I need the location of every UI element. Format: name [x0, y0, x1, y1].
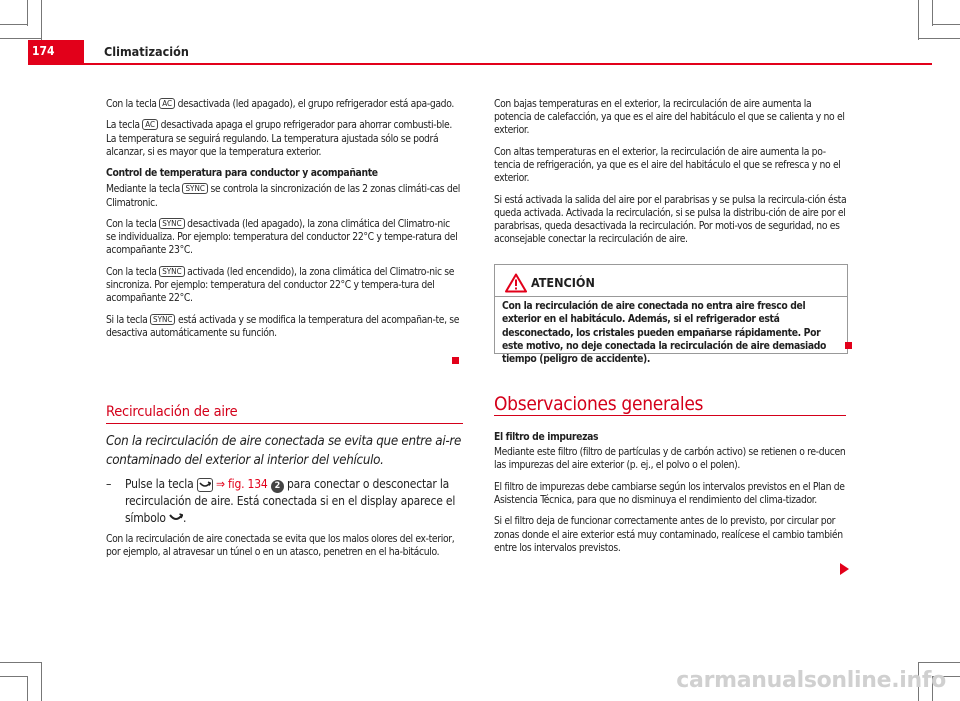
section-end-mark — [452, 357, 459, 364]
header-rule — [28, 63, 932, 65]
ac-key: AC — [142, 119, 158, 130]
recirculation-icon — [199, 479, 211, 489]
figure-reference[interactable]: ⇒ fig. 134 — [212, 477, 271, 491]
note-paragraph: Con la recirculación de aire conectada se evita que los malos olores del ex-terior, por ejemplo, al atravesar un túnel o en un atasco, penetren en el ha-bitáculo. — [106, 533, 455, 559]
left-column — [106, 98, 462, 348]
crop-mark — [932, 0, 933, 26]
section-rule — [106, 423, 463, 424]
right-column-lower — [494, 431, 848, 563]
crop-mark — [933, 24, 960, 25]
warning-triangle-icon — [505, 273, 527, 293]
paragraph: Con bajas temperaturas en el exterior, la recirculación de aire aumenta la potencia de calefacción, ya que es el aire del habitáculo el que se calienta y no el exterior. — [494, 98, 845, 137]
crop-mark — [0, 662, 42, 663]
subheading: Control de temperatura para conductor y acompañante — [106, 167, 378, 180]
sync-key: SYNC — [159, 266, 184, 277]
crop-mark — [918, 38, 960, 39]
warning-text: Con la recirculación de aire conectada no entra aire fresco del exterior en el habitáculo. Además, si el refrigerador está desconectado, los cristales pueden empañarse rápidamente. Por este motivo, no deje conectada la recirculación de aire demasiado tiempo (peligro de accidente). — [502, 300, 827, 366]
crop-mark — [27, 0, 28, 26]
paragraph: Con altas temperaturas en el exterior, la recirculación de aire aumenta la po-tencia de refrigeración, ya que es el aire del habitáculo el que se refresca y no el exterior. — [494, 145, 841, 185]
crop-mark — [918, 0, 919, 40]
right-column — [494, 98, 848, 255]
warning-title: ATENCIÓN — [531, 275, 595, 290]
paragraph: Con la tecla SYNC desactivada (led apagado), la zona climática del Climatro-nic se individualiza. Por ejemplo: temperatura del conductor 22°C y tempe-ratura del acompañante 23°C. — [106, 217, 458, 257]
crop-mark — [918, 662, 960, 663]
paragraph: Mediante la tecla SYNC se controla la sincronización de las 2 zonas climáti-cas del Climatronic. — [106, 183, 460, 209]
crop-mark — [41, 0, 42, 40]
section-end-mark — [845, 342, 852, 349]
paragraph: Si el filtro deja de funcionar correctamente antes de lo previsto, por circular por zonas donde el aire exterior está muy contaminado, realícese el cambio también entre los intervalos previstos. — [494, 515, 843, 554]
ac-key: AC — [159, 98, 175, 109]
continue-arrow-icon — [840, 563, 849, 575]
section-rule — [494, 415, 846, 416]
section-title-observaciones: Observaciones generales — [494, 393, 704, 415]
paragraph: Si está activada la salida del aire por el parabrisas y se pulsa la recircula-ción ésta queda activada. Activada la recirculación, si se pulsa la distribu-ción de aire por el parabrisas, queda desactivada la recirculación. Por moti-vos de seguridad, no es aconsejable conectar la recirculación de aire. — [494, 193, 847, 246]
section-intro: Con la recirculación de aire conectada se evita que entre ai-re contaminado del exterior al interior del vehículo. — [106, 434, 462, 468]
list-dash: – — [106, 477, 112, 491]
section-title-recirculacion: Recirculación de aire — [106, 404, 238, 420]
sync-key: SYNC — [150, 314, 175, 325]
warning-separator — [495, 296, 847, 297]
sync-key: SYNC — [159, 218, 184, 229]
paragraph: Con la tecla AC desactivada (led apagado), el grupo refrigerador está apa-gado. — [106, 98, 454, 110]
paragraph: Si la tecla SYNC está activada y se modifica la temperatura del acompañan-te, se desactiva automáticamente su función. — [106, 313, 460, 339]
warning-box — [494, 264, 848, 366]
subheading: El filtro de impurezas — [494, 431, 599, 443]
paragraph: Mediante este filtro (filtro de partículas y de carbón activo) se retienen o re-ducen las impurezas del aire exterior (p. ej., el polvo o el polen). — [494, 446, 846, 472]
sync-key: SYNC — [182, 183, 207, 194]
recirculation-key — [197, 478, 213, 492]
page-number: 174 — [32, 44, 55, 58]
warning-header — [503, 272, 595, 294]
callout-number: 2 — [271, 480, 284, 493]
chapter-title: Climatización — [104, 44, 189, 59]
instruction-step: – Pulse la tecla ⇒ fig. 134 2 para conectar o desconectar la recirculación de aire. Está conectada si en el display aparece el símbolo . — [106, 477, 456, 525]
paragraph: La tecla AC desactivada apaga el grupo refrigerador para ahorrar combusti-ble. La temperatura se seguirá regulando. La temperatura ajustada sólo se podrá alcanzar, si es mayor que la temperatura exterior. — [106, 119, 452, 158]
paragraph: Con la tecla SYNC activada (led encendido), la zona climática del Climatro-nic se sincroniza. Por ejemplo: temperatura del conductor 22°C y tempera-tura del acompañante 22°C. — [106, 265, 455, 305]
recirculation-icon — [169, 512, 183, 522]
paragraph: El filtro de impurezas debe cambiarse según los intervalos previstos en el Plan de Asistencia Técnica, para que no disminuya el rendimiento del clima-tizador. — [494, 480, 845, 506]
crop-mark — [0, 24, 27, 25]
crop-mark — [0, 38, 42, 39]
watermark: carmanualsonline.info — [676, 668, 946, 693]
